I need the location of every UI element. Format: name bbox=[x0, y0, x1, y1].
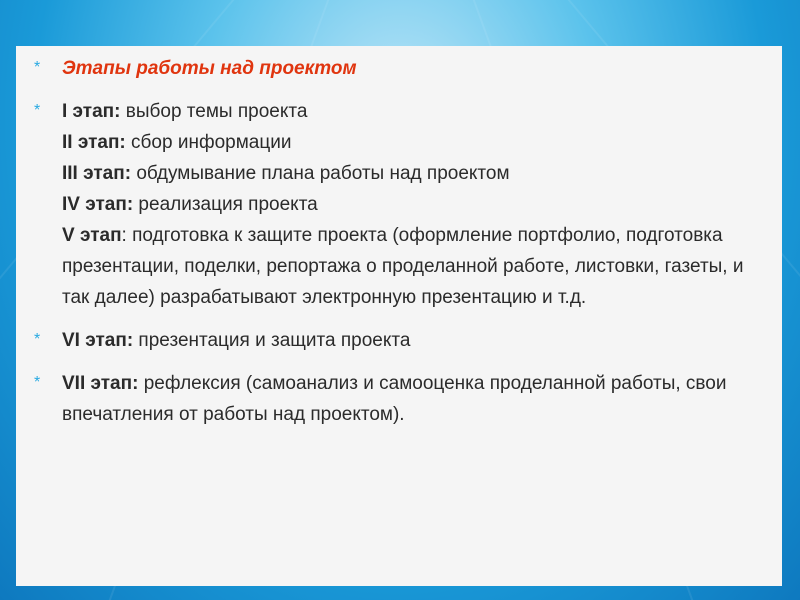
slide-title: Этапы работы над проектом bbox=[62, 58, 357, 79]
list-item-title bbox=[34, 53, 764, 84]
stage-text: сбор информации bbox=[125, 132, 292, 153]
stage-text: : подготовка к защите проекта (оформление портфолио, подготовка презентации, поделки, репортажа о проделанной работе, листовки, газеты, и так далее) разрабатывают электронную презентацию и т.д. bbox=[62, 225, 744, 308]
star-bullet-icon: * bbox=[34, 102, 41, 119]
stage-label: I этап: bbox=[62, 101, 121, 122]
star-bullet-icon: * bbox=[34, 331, 41, 348]
star-bullet-icon: * bbox=[34, 374, 41, 391]
stage-label: II этап: bbox=[62, 132, 126, 153]
stage-label: VII этап: bbox=[62, 373, 139, 394]
stage-label: III этап: bbox=[62, 163, 132, 184]
stage-1 bbox=[62, 96, 764, 127]
stage-3 bbox=[62, 158, 764, 189]
stage-label: IV этап: bbox=[62, 194, 134, 215]
stage-label: V этап bbox=[62, 225, 122, 246]
list-item-stages bbox=[34, 96, 764, 313]
list-item-stage-6 bbox=[34, 325, 764, 356]
stage-text: реализация проекта bbox=[133, 194, 318, 215]
stage-4 bbox=[62, 189, 764, 220]
star-bullet-icon: * bbox=[34, 59, 41, 76]
stage-5 bbox=[62, 220, 764, 313]
stage-2 bbox=[62, 127, 764, 158]
stage-text: выбор темы проекта bbox=[120, 101, 308, 122]
stage-text: обдумывание плана работы над проектом bbox=[131, 163, 510, 184]
stage-label: VI этап: bbox=[62, 330, 134, 351]
stage-text: рефлексия (самоанализ и самооценка проделанной работы, свои впечатления от работы над проектом). bbox=[62, 373, 727, 425]
stage-text: презентация и защита проекта bbox=[133, 330, 411, 351]
stages-list bbox=[34, 53, 764, 442]
list-item-stage-7 bbox=[34, 368, 764, 430]
